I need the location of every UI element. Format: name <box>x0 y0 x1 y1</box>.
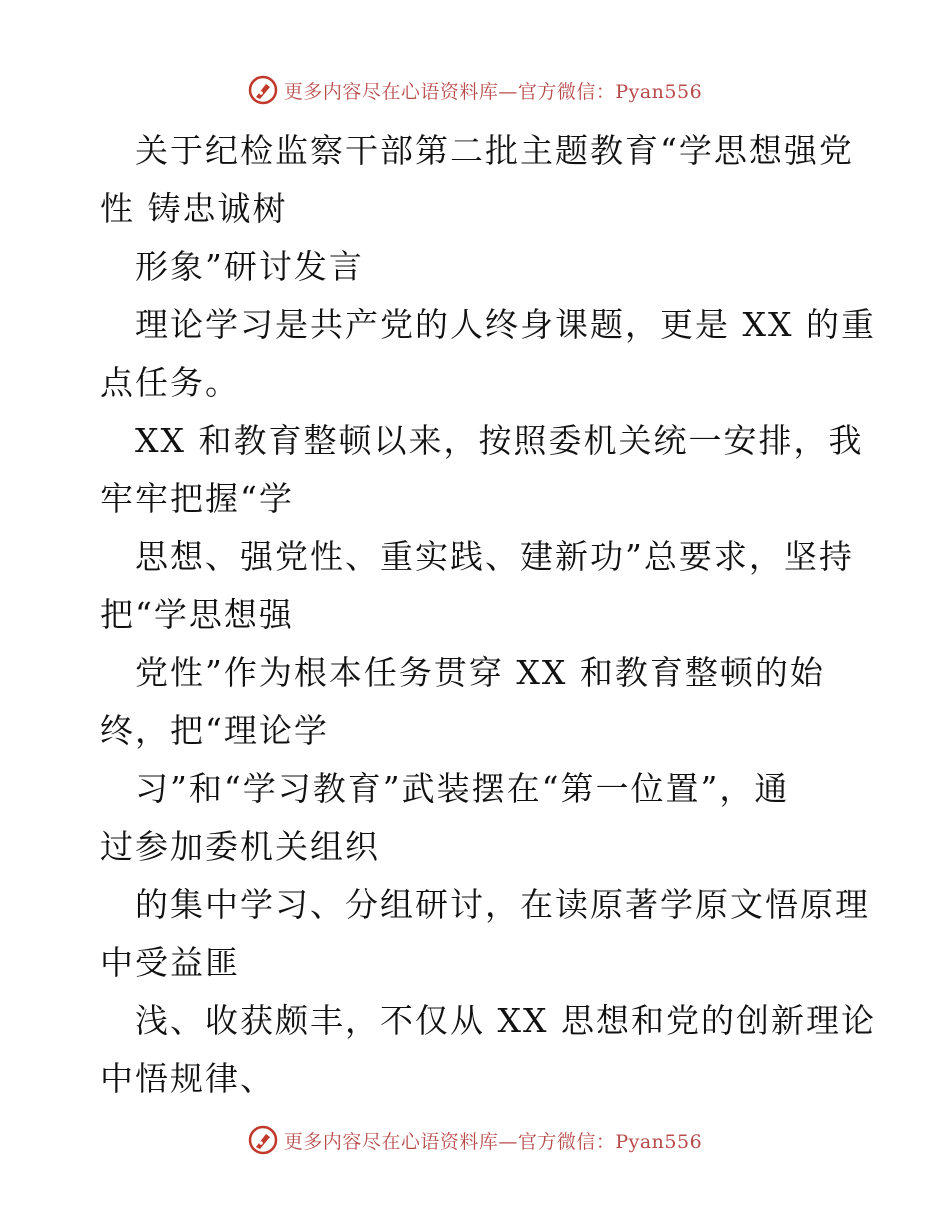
paragraph-line: XX 和教育整顿以来，按照委机关统一安排，我 <box>135 421 864 460</box>
document-title-line-2: 性 铸忠诚树 <box>100 189 288 228</box>
paragraph-line: 终，把“理论学 <box>100 711 329 750</box>
paragraph-line: 过参加委机关组织 <box>100 827 380 866</box>
paragraph-line: 浅、收获颇丰，不仅从 XX 思想和党的创新理论 <box>135 1001 876 1040</box>
pen-nib-logo-icon <box>248 75 278 105</box>
banner-main-text: 更多内容尽在心语资料库— <box>283 1130 518 1153</box>
paragraph-line: 理论学习是共产党的人终身课题，更是 XX 的重 <box>135 305 876 344</box>
document-title-line-3: 形象”研讨发言 <box>135 247 364 286</box>
header-banner <box>0 70 950 110</box>
footer-banner <box>0 1120 950 1160</box>
paragraph-line: 中悟规律、 <box>100 1059 275 1098</box>
paragraph-line: 点任务。 <box>100 363 240 402</box>
paragraph-line: 习”和“学习教育”武装摆在“第一位置”，通 <box>135 769 790 808</box>
banner-main-text: 更多内容尽在心语资料库— <box>283 80 518 103</box>
paragraph-line: 把“学思想强 <box>100 595 294 634</box>
document-title-line-1: 关于纪检监察干部第二批主题教育“学思想强党 <box>135 131 854 170</box>
pen-nib-logo-icon <box>248 1125 278 1155</box>
paragraph-line: 的集中学习、分组研讨，在读原著学原文悟原理 <box>135 885 870 924</box>
banner-wechat-text: 官方微信：Pyan556 <box>517 80 703 103</box>
paragraph-line: 党性”作为根本任务贯穿 XX 和教育整顿的始 <box>135 653 825 692</box>
banner-wechat-text: 官方微信：Pyan556 <box>517 1130 703 1153</box>
paragraph-line: 牢牢把握“学 <box>100 479 294 518</box>
paragraph-line: 中受益匪 <box>100 943 240 982</box>
paragraph-line: 思想、强党性、重实践、建新功”总要求，坚持 <box>135 537 854 576</box>
